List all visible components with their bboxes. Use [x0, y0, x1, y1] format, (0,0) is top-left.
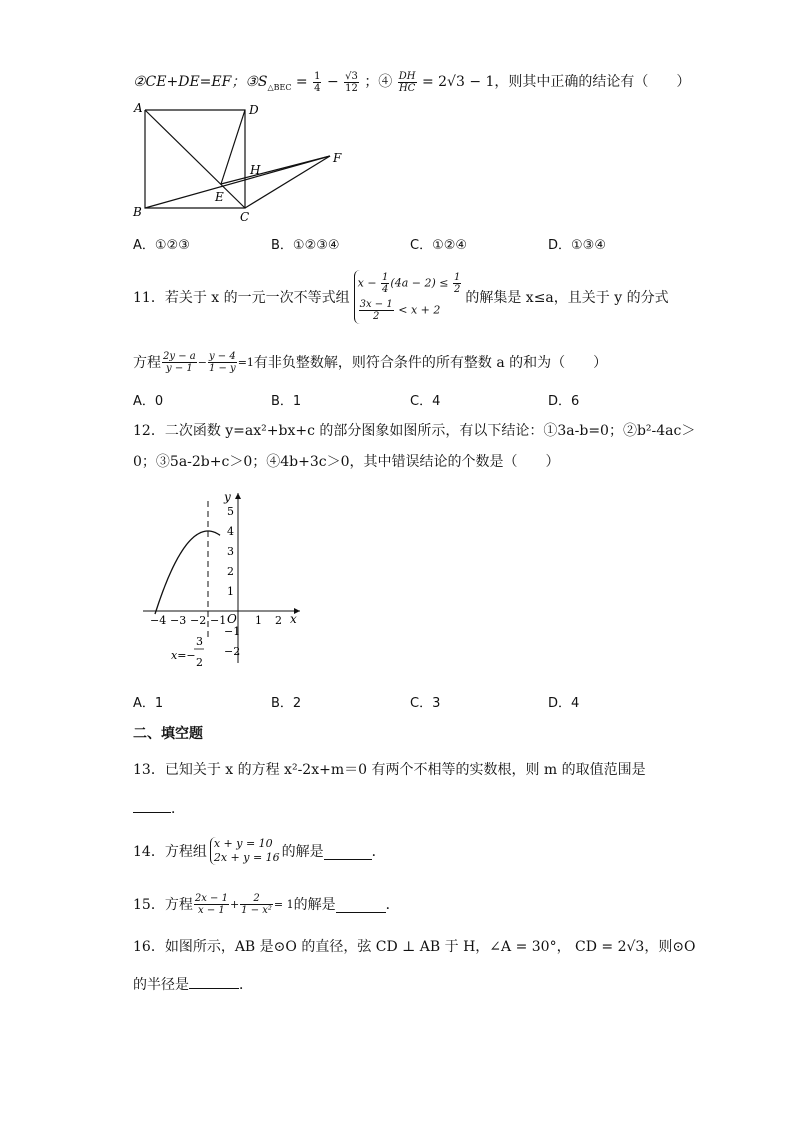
q10-option-d[interactable]: D．①③④	[548, 238, 606, 253]
x-tick-label: −1	[210, 614, 227, 627]
q10-statements: ②CE+DE=EF；$③S_{\triangle BEC}$ = $\frac{1}{4}$ − $\frac{√3}{12}$ ；④ $\frac{DH}{HC}$ = 2√3 − 1，则其中正确的结论有（ ）	[133, 70, 691, 94]
q10-fraction-1: $\frac{1}{4}$	[314, 70, 321, 94]
q11-option-c[interactable]: C．4	[410, 394, 441, 409]
label-a: A	[134, 101, 143, 115]
section-heading-fill-in: 二、填空题	[133, 726, 203, 742]
x-tick-label: −4	[150, 614, 167, 627]
q12-option-c[interactable]: C．3	[410, 696, 441, 711]
q16-line-1: 16．如图所示，AB 是⊙O 的直径，弦 CD ⊥ AB 于 H，∠A = 30°， CD = 2√3，则⊙O	[133, 939, 696, 955]
origin-label: O	[227, 612, 237, 626]
x-axis-label: x	[290, 612, 297, 626]
label-c: C	[240, 210, 250, 224]
x-tick-label: −3	[170, 614, 187, 627]
q14-equation-system: x + y = 10 2x + y = 16	[210, 837, 280, 865]
label-d: D	[249, 103, 259, 117]
q10-square-figure	[130, 100, 360, 225]
q12-line-2: 0；③5a-2b+c＞0；④4b+3c＞0，其中错误结论的个数是（ ）	[133, 454, 560, 470]
y-tick-label: 2	[227, 565, 234, 578]
q10-statement-4-tail: = 2√3 − 1，则其中正确的结论有（ ）	[421, 74, 691, 90]
symmetry-axis-label-den: 2	[196, 656, 203, 669]
q11-option-a[interactable]: A．0	[133, 394, 164, 409]
q12-line-1: 12．二次函数 y=ax²+bx+c 的部分图象如图所示，有以下结论：①3a-b=0；②b²-4ac＞	[133, 423, 696, 439]
q13-line-2: ．	[133, 796, 185, 818]
diagonal-ac	[145, 110, 245, 208]
y-tick-label: 3	[227, 545, 234, 558]
q11-lead: 11．若关于 x 的一元一次不等式组	[133, 290, 350, 306]
q10-option-a[interactable]: A．①②③	[133, 238, 190, 253]
q10-area-subscript: △BEC	[267, 82, 292, 92]
q16-line-2: 的半径是 ．	[133, 972, 253, 994]
x-tick-label: −2	[190, 614, 207, 627]
q10-fraction-3: $\frac{DH}{HC}$	[398, 70, 416, 94]
q11-tail: 的解集是 x≤a，且关于 y 的分式	[465, 290, 669, 306]
q15-answer-blank[interactable]	[336, 896, 386, 913]
q13-line-1: 13．已知关于 x 的方程 x²-2x+m＝0 有两个不相等的实数根，则 m 的取值范围是	[133, 762, 646, 778]
y-tick-label: 5	[227, 505, 234, 518]
q11-line-2-tail: 有非负整数解，则符合条件的所有整数 a 的和为（ ）	[253, 355, 608, 371]
symmetry-axis-label-num: 3	[196, 635, 203, 648]
parabola-curve	[155, 531, 220, 614]
q11-option-d[interactable]: D．6	[548, 394, 580, 409]
q12-option-a[interactable]: A．1	[133, 696, 164, 711]
q15-line: 15．方程 $\frac{2x - 1}{x - 1}$ + $\frac{2}{\text{1 − x²}}$ = 1 的解是 ．	[133, 892, 400, 916]
q11-line-1	[133, 262, 669, 332]
label-f: F	[333, 151, 342, 165]
q10-statement-2: ②CE+DE=EF；③	[133, 74, 258, 90]
q12-parabola-graph	[138, 485, 313, 675]
label-b: B	[133, 205, 142, 219]
y-axis-label: y	[224, 490, 231, 504]
segment-de	[221, 110, 245, 184]
y-tick-label: 1	[227, 585, 234, 598]
q11-line-2: 方程 $\frac{2y - a}{y - 1}$ − $\frac{y - 4}{1 - y}$ =1 有非负整数解，则符合条件的所有整数 a 的和为（ ）	[133, 350, 608, 374]
q11-option-b[interactable]: B．1	[271, 394, 302, 409]
q12-option-d[interactable]: D．4	[548, 696, 580, 711]
q14-answer-blank[interactable]	[324, 843, 372, 860]
q11-inequality-system: x − $\frac{1}{4}$ (4a − 2) ≤ $\frac{1}{2}$ $\frac{3x - 1}{2}$ < x + 2	[354, 270, 463, 324]
q14-line: 14．方程组 x + y = 10 2x + y = 16 的解是 ．	[133, 837, 386, 864]
q13-answer-blank[interactable]	[133, 796, 171, 813]
y-tick-label: −2	[224, 645, 241, 658]
label-h: H	[250, 163, 261, 177]
y-tick-label: −1	[224, 625, 241, 638]
x-tick-label: 1	[255, 614, 262, 627]
q10-option-b[interactable]: B．①②③④	[271, 238, 340, 253]
q10-option-c[interactable]: C．①②④	[410, 238, 468, 253]
symmetry-axis-label: x=−	[171, 649, 196, 662]
q12-option-b[interactable]: B．2	[271, 696, 302, 711]
q10-fraction-2: $\frac{√3}{12}$	[345, 70, 358, 94]
segment-ef	[221, 156, 330, 184]
x-tick-label: 2	[275, 614, 282, 627]
label-e: E	[215, 190, 224, 204]
y-tick-label: 4	[227, 525, 234, 538]
q16-answer-blank[interactable]	[189, 972, 239, 989]
